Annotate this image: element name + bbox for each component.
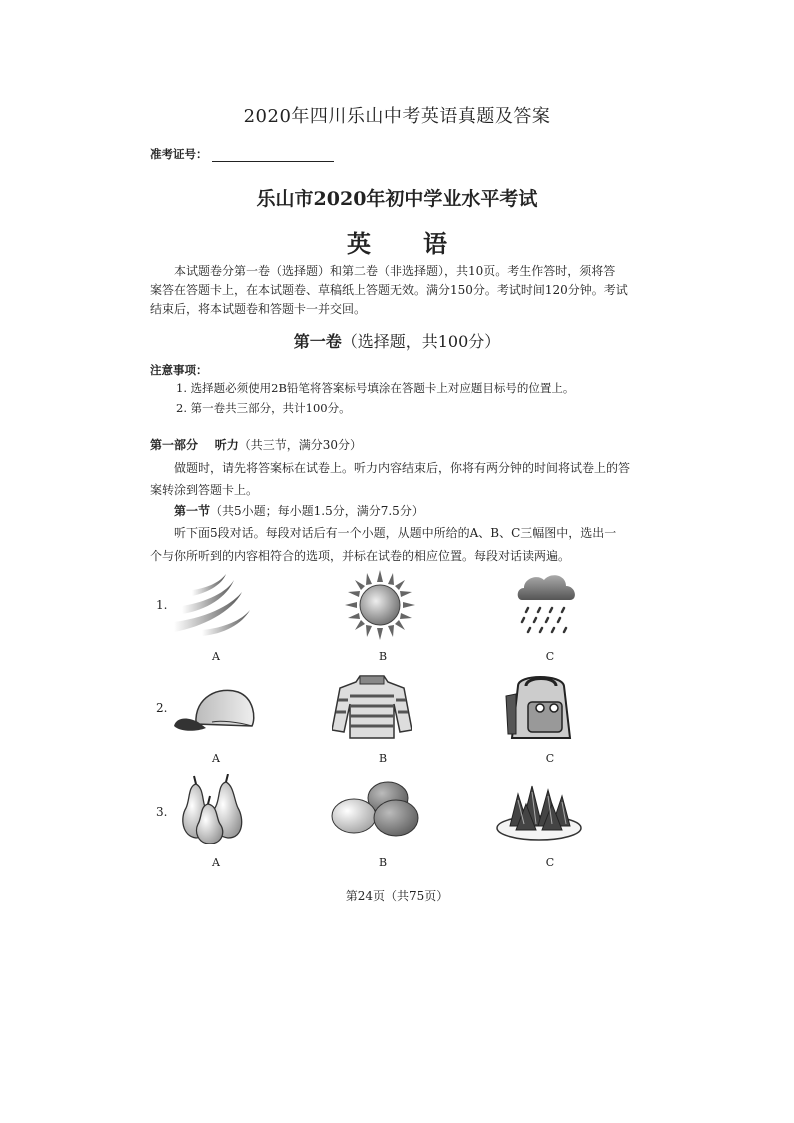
section1-title-rest: （共三节，满分30分） <box>238 438 362 452</box>
notice-item: 1. 选择题必须使用2B铅笔将答案标号填涂在答题卡上对应题目标号的位置上。 <box>176 381 575 395</box>
rain-cloud-icon <box>514 570 580 636</box>
option-label: B <box>378 650 388 663</box>
intro-line: 案答在答题卡上，在本试题卷、草稿纸上答题无效。满分150分。考试时间120分钟。考试 <box>150 283 628 297</box>
eggs-icon <box>330 780 422 838</box>
option-label: A <box>212 752 220 765</box>
subject-title: 英语 <box>347 229 499 258</box>
intro-paragraph <box>150 262 644 319</box>
subsection1-title-rest: （共5小题；每小题1.5分，满分7.5分） <box>210 504 424 518</box>
option-label: C <box>545 752 555 765</box>
cap-icon <box>172 684 256 736</box>
subsection1-line: 个与你所听到的内容相符合的选项，并标在试卷的相应位置。每段对话读两遍。 <box>150 549 571 563</box>
wind-icon <box>172 572 252 640</box>
sweater-icon <box>332 674 412 740</box>
section1-line: 做题时，请先将答案标在试卷上。听力内容结束后，你将有两分钟的时间将试卷上的答 <box>174 461 631 475</box>
option-label: B <box>378 752 388 765</box>
candidate-number-field <box>150 146 334 162</box>
candidate-number-blank <box>212 149 334 162</box>
sun-icon <box>345 570 415 640</box>
section1-instructions <box>150 457 644 501</box>
subsection1-title-bold: 第一节 <box>174 504 211 518</box>
subsection1-instructions <box>150 522 644 568</box>
option-label: C <box>545 856 555 869</box>
section1-title-bold: 第一部分 听力 <box>150 438 239 452</box>
option-label: B <box>378 856 388 869</box>
part1-title-rest: （选择题，共100分） <box>341 332 501 351</box>
part1-title <box>0 329 794 352</box>
question-number: 2. <box>156 701 168 715</box>
question-number: 1. <box>156 598 168 612</box>
option-label: C <box>545 650 555 663</box>
section1-title <box>150 436 362 453</box>
section1-line: 案转涂到答题卡上。 <box>150 483 259 497</box>
exam-title: 乐山市2020年初中学业水平考试 <box>256 188 538 210</box>
subsection1-line: 听下面5段对话。每段对话后有一个小题，从题中所给的A、B、C三幅图中，选出一 <box>174 526 617 540</box>
question-number: 3. <box>156 805 168 819</box>
subsection1-title <box>174 502 424 519</box>
notice-item: 2. 第一卷共三部分，共计100分。 <box>176 401 351 415</box>
intro-line: 本试题卷分第一卷（选择题）和第二卷（非选择题），共10页。考生作答时，须将答 <box>174 264 616 278</box>
candidate-number-label: 准考证号： <box>150 147 208 161</box>
pears-icon <box>176 774 244 844</box>
part1-title-bold: 第一卷 <box>293 332 342 351</box>
option-label: A <box>212 650 220 663</box>
notice-title: 注意事项： <box>150 363 208 377</box>
zongzi-icon <box>496 780 582 842</box>
intro-line: 结束后，将本试题卷和答题卡一并交回。 <box>150 302 367 316</box>
document-title: 2020年四川乐山中考英语真题及答案 <box>243 106 551 127</box>
page-footer: 第24页（共75页） <box>345 889 449 903</box>
backpack-icon <box>502 672 578 742</box>
option-label: A <box>212 856 220 869</box>
